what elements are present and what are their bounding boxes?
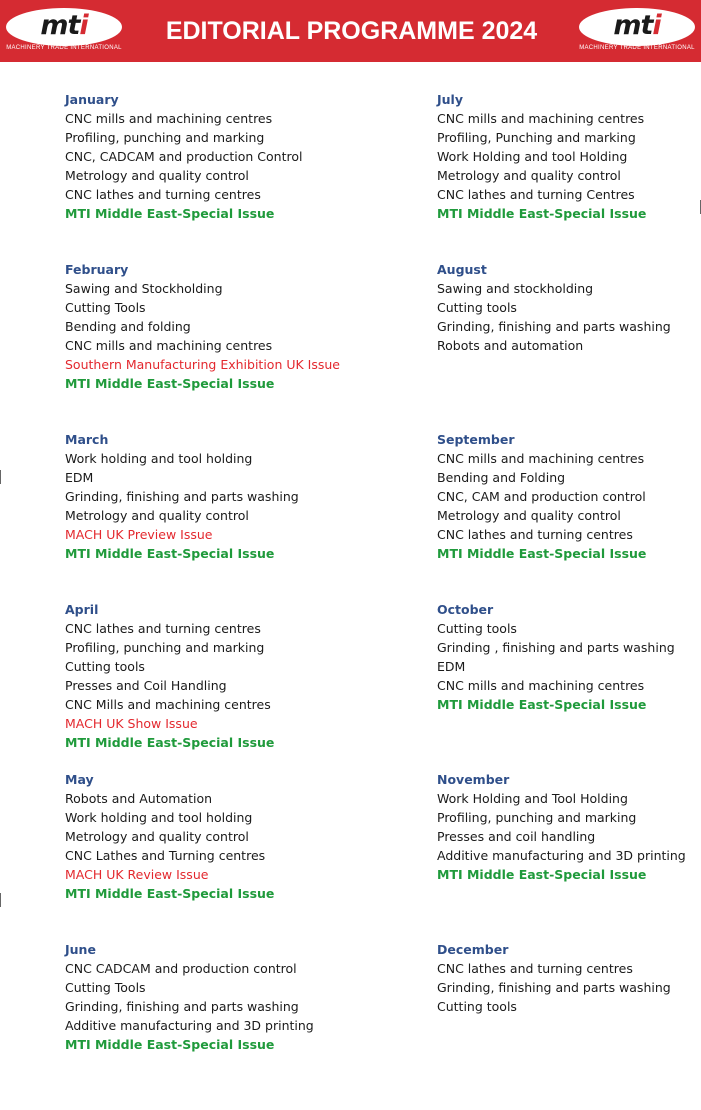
- special-issue-red: MACH UK Show Issue: [65, 716, 198, 731]
- special-issue-green: MTI Middle East-Special Issue: [437, 546, 647, 561]
- month-block-november: [437, 770, 697, 940]
- month-block-january: [65, 90, 365, 260]
- topic-item: Sawing and Stockholding: [65, 281, 223, 296]
- special-issue-green: MTI Middle East-Special Issue: [65, 886, 275, 901]
- topic-item: CNC, CADCAM and production Control: [65, 149, 303, 164]
- topic-item: EDM: [65, 470, 94, 485]
- special-issue-green: MTI Middle East-Special Issue: [65, 546, 275, 561]
- topic-item: CNC lathes and turning centres: [437, 527, 633, 542]
- topic-item: CNC Lathes and Turning centres: [65, 848, 266, 863]
- logo-wordmark: mti: [613, 10, 661, 41]
- month-block-march: [65, 430, 365, 600]
- edge-mark: [0, 893, 1, 907]
- topic-item: CNC lathes and turning centres: [65, 621, 261, 636]
- special-issue-red: MACH UK Review Issue: [65, 867, 209, 882]
- topic-item: Work Holding and Tool Holding: [437, 791, 628, 806]
- topic-item: Additive manufacturing and 3D printing: [437, 848, 686, 863]
- topic-item: Cutting tools: [437, 999, 517, 1014]
- topic-item: Metrology and quality control: [65, 168, 249, 183]
- special-issue-green: MTI Middle East-Special Issue: [65, 376, 275, 391]
- topic-item: Grinding, finishing and parts washing: [437, 319, 671, 334]
- header-banner: [0, 0, 701, 62]
- edge-mark: [0, 470, 1, 484]
- special-issue-green: MTI Middle East-Special Issue: [65, 1037, 275, 1052]
- month-block-october: [437, 600, 697, 770]
- topic-item: Cutting tools: [65, 659, 145, 674]
- month-heading: June: [65, 942, 96, 957]
- left-column: [65, 90, 365, 1110]
- topic-item: Grinding, finishing and parts washing: [437, 980, 671, 995]
- special-issue-green: MTI Middle East-Special Issue: [65, 206, 275, 221]
- month-heading: December: [437, 942, 509, 957]
- topic-item: Robots and automation: [437, 338, 584, 353]
- topic-item: Robots and Automation: [65, 791, 213, 806]
- topic-item: Profiling, punching and marking: [65, 130, 265, 145]
- topic-item: Work holding and tool holding: [65, 451, 253, 466]
- month-block-april: [65, 600, 365, 770]
- topic-item: EDM: [437, 659, 466, 674]
- special-issue-green: MTI Middle East-Special Issue: [65, 735, 275, 750]
- topic-item: CNC Mills and machining centres: [65, 697, 271, 712]
- month-heading: July: [437, 92, 463, 107]
- topic-item: Work Holding and tool Holding: [437, 149, 628, 164]
- topic-item: Grinding, finishing and parts washing: [65, 999, 299, 1014]
- topic-item: Bending and folding: [65, 319, 191, 334]
- topic-item: Cutting Tools: [65, 980, 146, 995]
- month-heading: October: [437, 602, 494, 617]
- topic-item: CNC mills and machining centres: [65, 111, 273, 126]
- topic-item: CNC lathes and turning centres: [65, 187, 261, 202]
- special-issue-red: MACH UK Preview Issue: [65, 527, 213, 542]
- right-column: [437, 90, 697, 1110]
- logo-tagline: MACHINERY TRADE INTERNATIONAL: [6, 45, 122, 51]
- topic-item: Work holding and tool holding: [65, 810, 253, 825]
- topic-item: Grinding , finishing and parts washing: [437, 640, 675, 655]
- mti-logo-right: [579, 8, 695, 52]
- month-block-december: [437, 940, 697, 1110]
- special-issue-green: MTI Middle East-Special Issue: [437, 206, 647, 221]
- topic-item: CNC mills and machining centres: [437, 678, 645, 693]
- special-issue-green: MTI Middle East-Special Issue: [437, 697, 647, 712]
- topic-item: Cutting tools: [437, 621, 517, 636]
- month-heading: February: [65, 262, 129, 277]
- topic-item: Metrology and quality control: [65, 508, 249, 523]
- topic-item: CNC, CAM and production control: [437, 489, 646, 504]
- topic-item: Profiling, punching and marking: [437, 810, 637, 825]
- topic-item: CNC mills and machining centres: [437, 451, 645, 466]
- topic-item: CNC mills and machining centres: [65, 338, 273, 353]
- topic-item: Sawing and stockholding: [437, 281, 594, 296]
- topic-item: Presses and coil handling: [437, 829, 596, 844]
- topic-item: Profiling, Punching and marking: [437, 130, 636, 145]
- topic-item: Metrology and quality control: [437, 508, 621, 523]
- month-heading: November: [437, 772, 510, 787]
- topic-item: Metrology and quality control: [437, 168, 621, 183]
- month-heading: May: [65, 772, 94, 787]
- month-heading: April: [65, 602, 99, 617]
- logo-wordmark: mti: [40, 10, 88, 41]
- topic-item: Bending and Folding: [437, 470, 566, 485]
- month-heading: March: [65, 432, 109, 447]
- topic-item: Presses and Coil Handling: [65, 678, 227, 693]
- topic-item: Profiling, punching and marking: [65, 640, 265, 655]
- topic-item: Metrology and quality control: [65, 829, 249, 844]
- topic-item: CNC mills and machining centres: [437, 111, 645, 126]
- topic-item: Cutting Tools: [65, 300, 146, 315]
- topic-item: CNC lathes and turning centres: [437, 961, 633, 976]
- topic-item: Additive manufacturing and 3D printing: [65, 1018, 314, 1033]
- month-block-september: [437, 430, 697, 600]
- topic-item: CNC lathes and turning Centres: [437, 187, 635, 202]
- month-heading: September: [437, 432, 515, 447]
- month-heading: January: [65, 92, 119, 107]
- month-block-february: [65, 260, 365, 430]
- month-block-august: [437, 260, 697, 430]
- special-issue-green: MTI Middle East-Special Issue: [437, 867, 647, 882]
- logo-tagline: MACHINERY TRADE INTERNATIONAL: [579, 45, 695, 51]
- month-block-june: [65, 940, 365, 1110]
- page-title: EDITORIAL PROGRAMME 2024: [165, 17, 538, 45]
- topic-item: Cutting tools: [437, 300, 517, 315]
- topic-item: CNC CADCAM and production control: [65, 961, 297, 976]
- topic-item: Grinding, finishing and parts washing: [65, 489, 299, 504]
- special-issue-red: Southern Manufacturing Exhibition UK Issue: [65, 357, 340, 372]
- mti-logo-left: [6, 8, 122, 52]
- month-block-may: [65, 770, 365, 940]
- month-block-july: [437, 90, 697, 260]
- month-heading: August: [437, 262, 487, 277]
